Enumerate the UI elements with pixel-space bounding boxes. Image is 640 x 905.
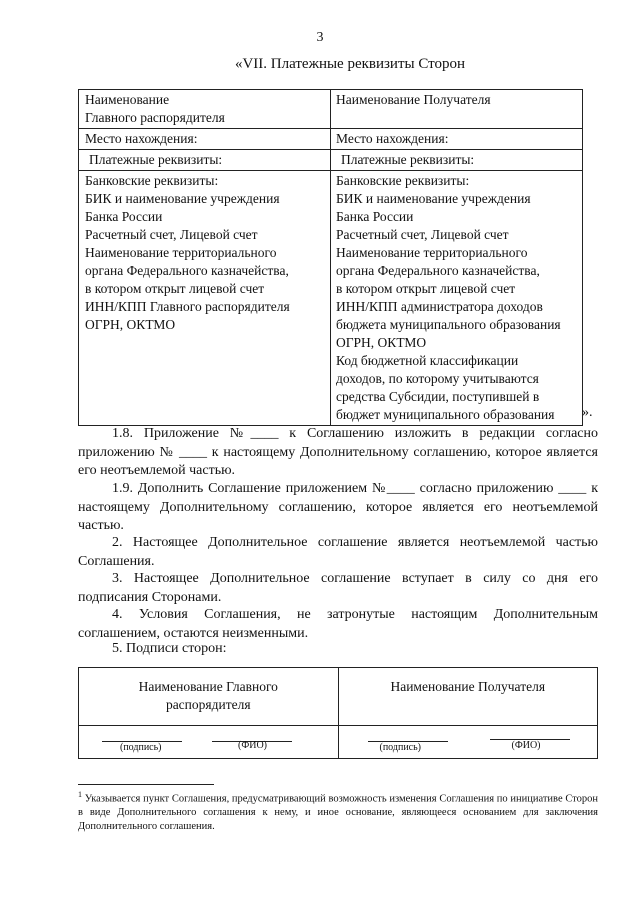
left-name-line-1: Наименование <box>85 92 170 107</box>
paragraph-3 <box>78 570 598 607</box>
left-head-line-2: распорядителя <box>165 697 251 712</box>
right-detail-line: бюджет муниципального образования <box>336 407 555 422</box>
paragraph-text: 5. Подписи сторон: <box>112 641 227 656</box>
left-detail-line: ОГРН, ОКТМО <box>85 317 176 332</box>
signature-line[interactable] <box>102 729 182 742</box>
requisites-table <box>78 89 583 426</box>
right-detail-line: средства Субсидии, поступившей в <box>336 389 540 404</box>
table-row <box>79 668 598 726</box>
footnote <box>78 788 598 833</box>
right-detail-line: Расчетный счет, Лицевой счет <box>336 227 509 242</box>
paragraph-text: 1.9. Дополнить Соглашение приложением №____ согласно приложению ____ к настоящему Дополнительному соглашению, которое является его неотъемлемой частью. <box>78 481 598 533</box>
right-detail-line: Банка России <box>336 209 414 224</box>
paragraph-text: 2. Настоящее Дополнительное соглашение является неотъемлемой частью Соглашения. <box>78 535 598 569</box>
right-detail-line: бюджета муниципального образования <box>336 317 561 332</box>
right-name-line-1: Наименование Получателя <box>336 92 491 107</box>
right-location: Место нахождения: <box>331 129 583 150</box>
paragraph-text: 1.8. Приложение №____ к Соглашению изложить в редакции согласно приложению № ____ к настоящему Дополнительному соглашению, которое является его неотъемлемой частью. <box>78 426 598 478</box>
left-detail-line: органа Федерального казначейства, <box>85 263 289 278</box>
right-detail-line: ИНН/КПП администратора доходов <box>336 299 543 314</box>
table-row <box>79 129 583 150</box>
signature-table <box>78 667 598 759</box>
right-detail-line: ОГРН, ОКТМО <box>336 335 427 350</box>
fio-caption: (ФИО) <box>238 740 268 751</box>
right-detail-line: Код бюджетной классификации <box>336 353 519 368</box>
right-signature-cell <box>338 726 598 759</box>
right-detail-line: доходов, по которому учитываются <box>336 371 539 386</box>
right-detail-line: Банковские реквизиты: <box>336 173 470 188</box>
paragraph-1-8 <box>78 425 598 481</box>
right-name-cell <box>331 90 583 129</box>
paragraph-1-9 <box>78 480 598 536</box>
page-number: 3 <box>316 30 324 45</box>
sign-caption: (подпись) <box>379 742 422 753</box>
table-row <box>79 726 598 759</box>
left-detail-line: в котором открыт лицевой счет <box>85 281 265 296</box>
section-title: «VII. Платежные реквизиты Сторон <box>234 56 466 72</box>
left-head-line-1: Наименование Главного <box>138 679 278 694</box>
left-location: Место нахождения: <box>79 129 331 150</box>
closing-quote: ». <box>582 405 593 420</box>
right-detail-line: в котором открыт лицевой счет <box>336 281 516 296</box>
sign-caption: (подпись) <box>120 742 162 753</box>
table-row <box>79 90 583 129</box>
left-detail-line: Банковские реквизиты: <box>85 173 219 188</box>
left-name-line-2: Главного распорядителя <box>85 110 225 125</box>
left-payment-label: Платежные реквизиты: <box>79 150 331 171</box>
left-signature-cell <box>79 726 339 759</box>
fio-line[interactable] <box>490 727 570 740</box>
fio-caption: (ФИО) <box>511 740 541 751</box>
signature-line[interactable] <box>368 729 448 742</box>
left-detail-line: Расчетный счет, Лицевой счет <box>85 227 258 242</box>
left-detail-line: Наименование территориального <box>85 245 277 260</box>
right-detail-line: органа Федерального казначейства, <box>336 263 540 278</box>
right-detail-line: БИК и наименование учреждения <box>336 191 531 206</box>
left-name-cell <box>79 90 331 129</box>
paragraph-text: 4. Условия Соглашения, не затронутые настоящим Дополнительным соглашением, остаются неизменными. <box>78 607 598 641</box>
left-signature-head <box>79 668 339 726</box>
footnote-divider <box>78 784 214 785</box>
left-details-cell <box>79 171 331 426</box>
paragraph-5 <box>78 640 598 659</box>
footnote-marker: 1 <box>78 790 82 799</box>
table-row <box>79 171 583 426</box>
right-detail-line: Наименование территориального <box>336 245 528 260</box>
footnote-text: Указывается пункт Соглашения, предусматривающий возможность изменения Соглашения по инициативе Сторон в виде Дополнительного соглашения к нему, и иное основание, являющееся основанием для заключения Дополнительного соглашения. <box>78 793 599 832</box>
right-payment-label: Платежные реквизиты: <box>331 150 583 171</box>
paragraph-text: 3. Настоящее Дополнительное соглашение вступает в силу со дня его подписания Сторонами. <box>78 571 598 605</box>
paragraph-2 <box>78 534 598 571</box>
paragraph-4 <box>78 606 598 643</box>
table-row <box>79 150 583 171</box>
left-detail-line: ИНН/КПП Главного распорядителя <box>85 299 290 314</box>
right-details-cell <box>331 171 583 426</box>
left-detail-line: Банка России <box>85 209 163 224</box>
right-signature-head: Наименование Получателя <box>338 668 598 726</box>
left-detail-line: БИК и наименование учреждения <box>85 191 280 206</box>
